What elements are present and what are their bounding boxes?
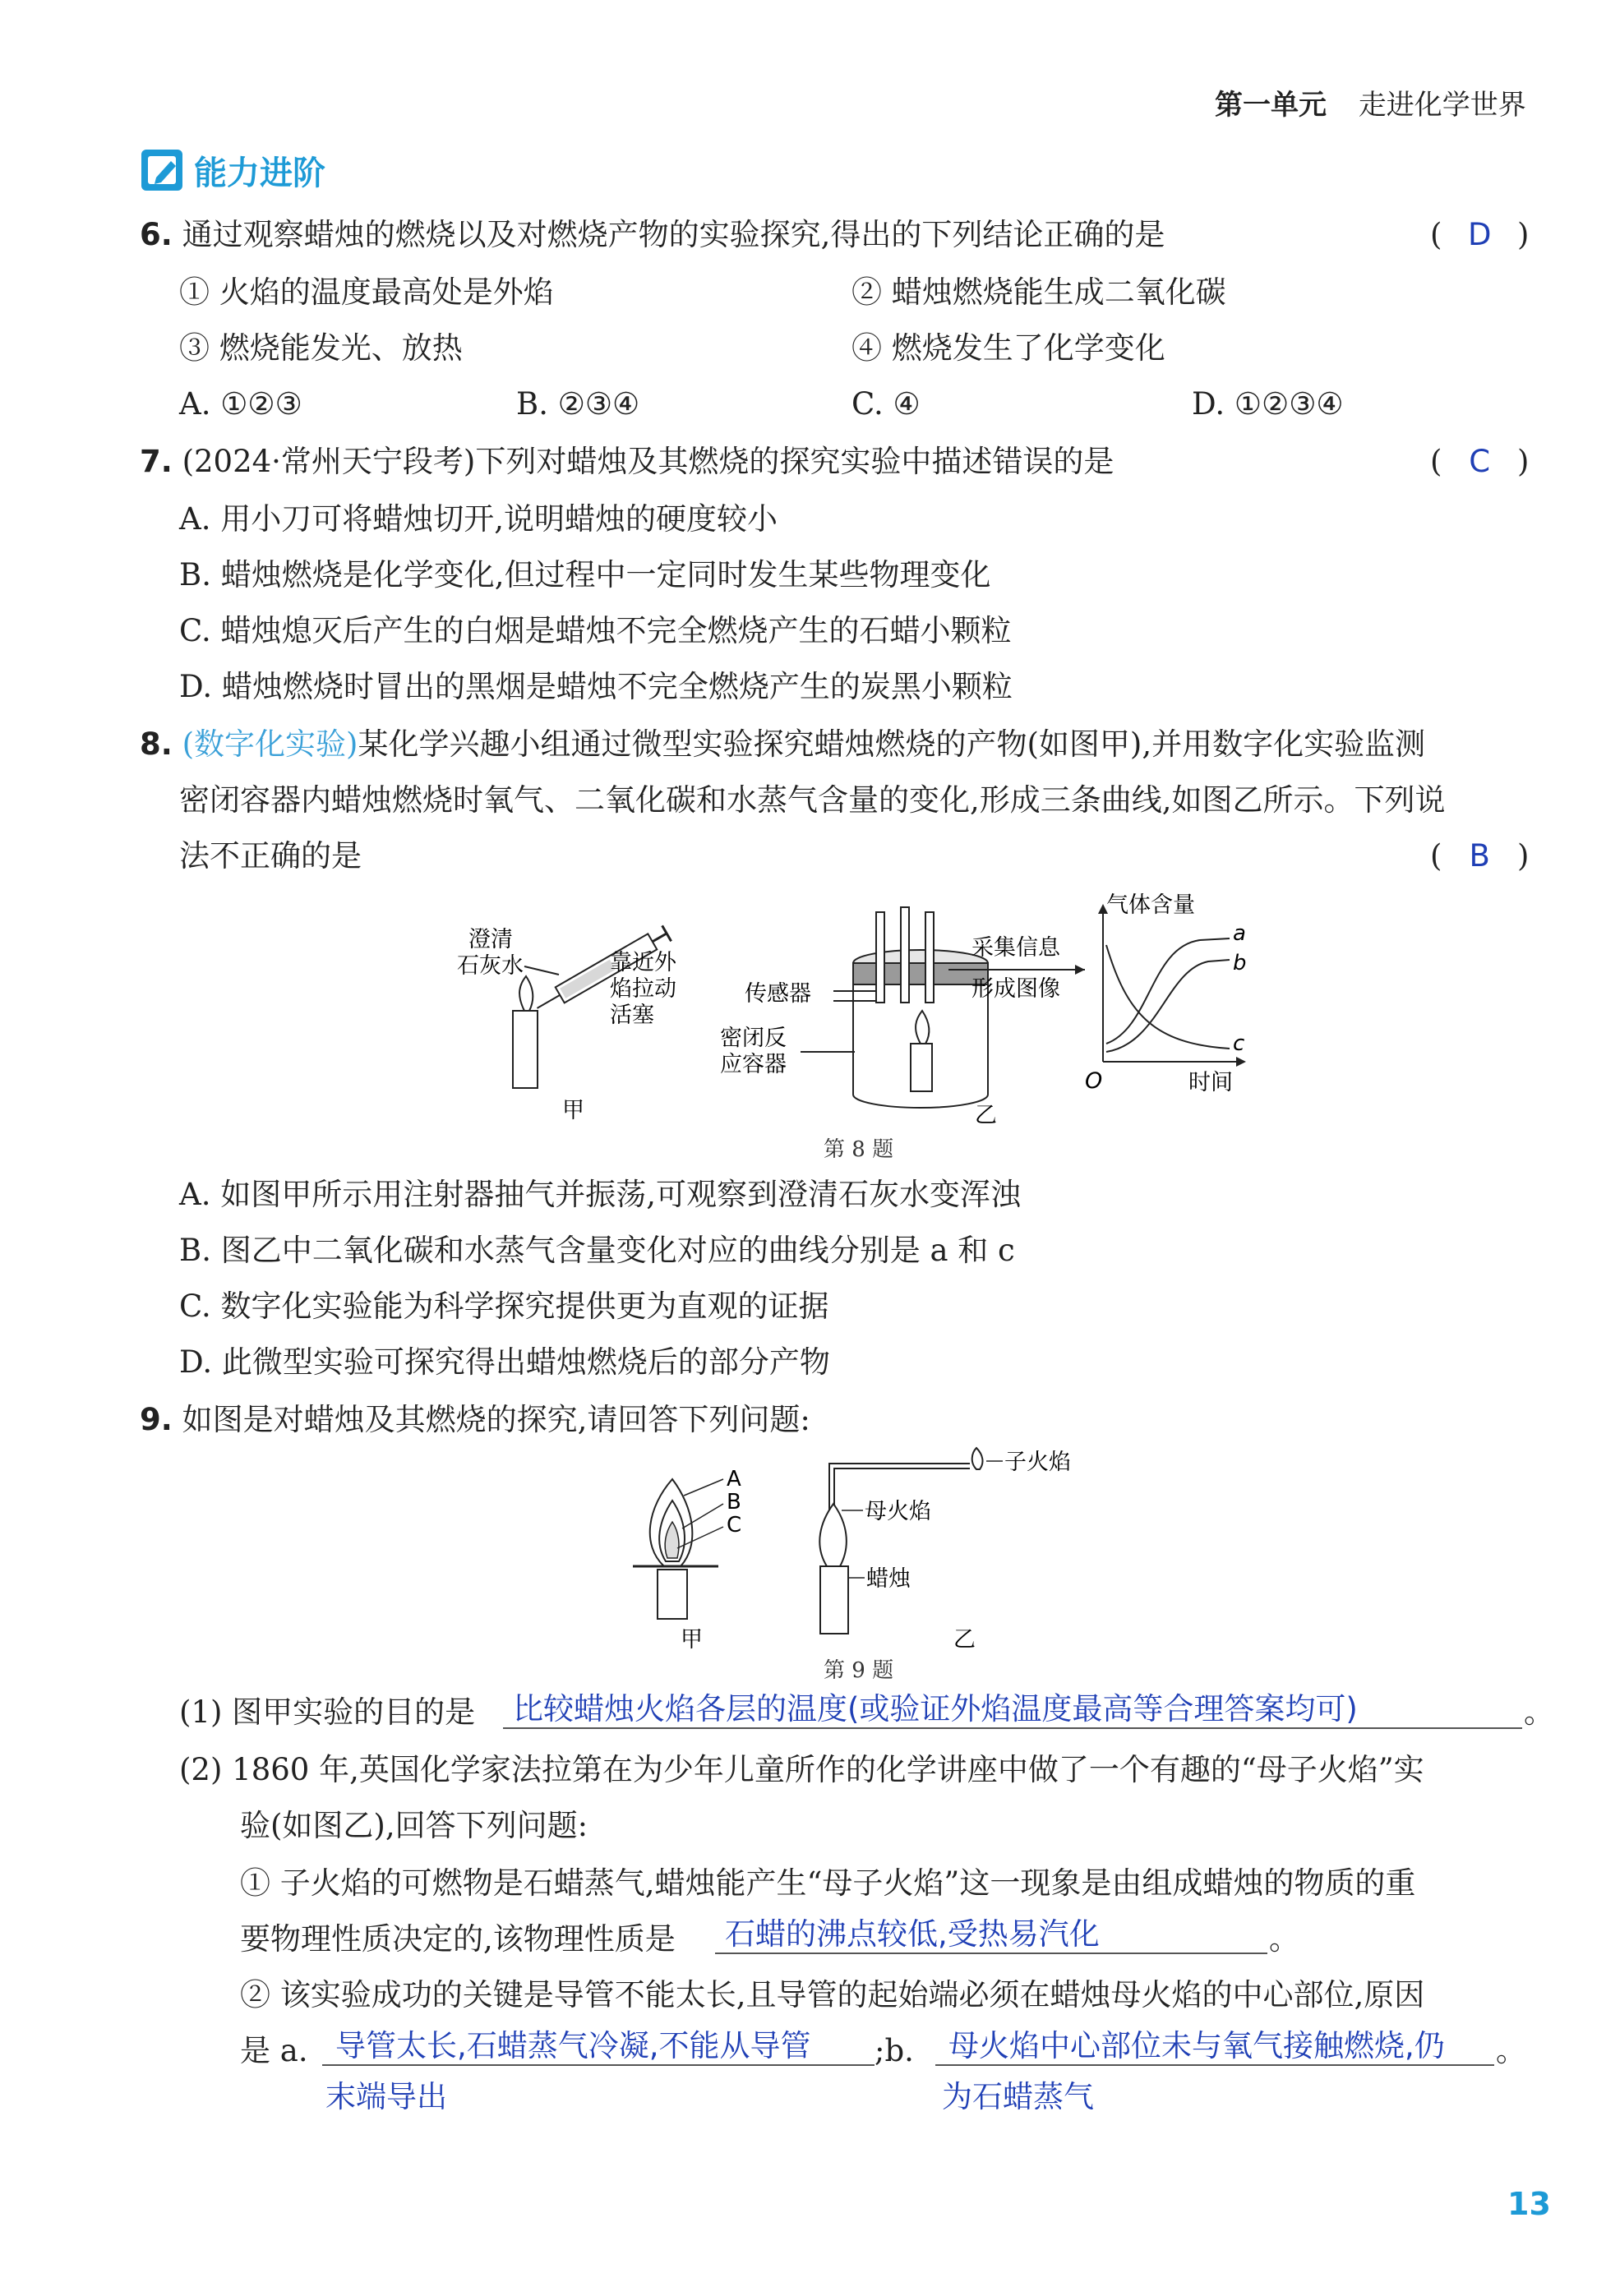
q8-stem-text-1: 某化学兴趣小组通过微型实验探究蜡烛燃烧的产物(如图甲),并用数字化实验监测: [358, 726, 1426, 762]
q6-option-b: B. ②③④: [516, 386, 640, 422]
paren-open: (: [1430, 444, 1442, 479]
unit-title: 走进化学世界: [1358, 89, 1526, 122]
unit-label: 第一单元: [1215, 89, 1327, 122]
sensor-label: 传感器: [745, 981, 811, 1007]
figure-8-yi-label: 乙: [975, 1103, 997, 1128]
near-label-3: 活塞: [610, 1003, 654, 1028]
q6-number: 6.: [140, 217, 173, 252]
sensor-probe-1: [876, 912, 884, 1003]
q9-number: 9.: [140, 1402, 173, 1437]
container-label-2: 应容器: [720, 1052, 787, 1077]
q9-part1-answer: 比较蜡烛火焰各层的温度(或验证外焰温度最高等合理答案均可): [513, 1691, 1358, 1727]
q6-option-a: A. ①②③: [179, 386, 302, 422]
near-label-2: 焰拉动: [610, 976, 676, 1002]
chart-origin: O: [1085, 1068, 1103, 1094]
q7-stem-text: (2024·常州天宁段考)下列对蜡烛及其燃烧的探究实验中描述错误的是: [182, 444, 1115, 479]
curve-b: [1106, 960, 1230, 1052]
figure-8-jia: [457, 925, 677, 1123]
q9-part1-label: (1) 图甲实验的目的是: [179, 1694, 476, 1730]
sensor-probe-3: [925, 912, 934, 1003]
q6-stem: [140, 217, 1165, 253]
q9-part2b-b-answer-1: 母火焰中心部位未与氧气接触燃烧,仍: [948, 2028, 1445, 2063]
paren-open: (: [1430, 217, 1442, 252]
candle-icon: [658, 1570, 687, 1619]
candle-icon: [911, 1044, 932, 1091]
q6-statement-4: ④ 燃烧发生了化学变化: [851, 330, 1165, 366]
container-label-1: 密闭反: [720, 1026, 787, 1051]
q6-statement-2: ② 蜡烛燃烧能生成二氧化碳: [851, 274, 1226, 310]
figure-8-yi: [720, 907, 1085, 1128]
page-number: 13: [1507, 2186, 1551, 2222]
q9-part2-line-1: (2) 1860 年,英国化学家法拉第在为少年儿童所作的化学讲座中做了一个有趣的“母子火焰”实: [179, 1752, 1424, 1787]
q9-part2a-answer-line: [715, 1911, 1267, 1954]
mother-flame-icon: [819, 1504, 847, 1566]
section-heading: [140, 146, 325, 194]
q7-option-d: D. 蜡烛燃烧时冒出的黑烟是蜡烛不完全燃烧产生的炭黑小颗粒: [179, 669, 1013, 704]
q9-part2b-a-answer-1: 导管太长,石蜡蒸气冷凝,不能从导管: [335, 2028, 811, 2063]
q9-part2b-a-label: 是 a.: [240, 2033, 308, 2068]
q9-stem: [140, 1402, 810, 1438]
figure-9-jia-label: 甲: [681, 1627, 703, 1652]
figure-9-yi-label: 乙: [953, 1627, 976, 1652]
q7-stem: [140, 444, 1114, 480]
q8-option-d: D. 此微型实验可探究得出蜡烛燃烧后的部分产物: [179, 1344, 830, 1380]
limewater-label-2: 石灰水: [457, 953, 524, 979]
q9-part2b-b-label: ;b.: [875, 2033, 914, 2068]
layer-a-label: A: [727, 1467, 741, 1491]
figure-8: [427, 888, 1282, 1167]
q7-option-b: B. 蜡烛燃烧是化学变化,但过程中一定同时发生某些物理变化: [179, 557, 991, 592]
q9-part2b-b-answer-2: 为石蜡蒸气: [942, 2079, 1094, 2114]
candle-icon: [820, 1566, 848, 1634]
layer-b-label: B: [727, 1490, 741, 1515]
q9-part2b-line-1: ② 该实验成功的关键是导管不能太长,且导管的起始端必须在蜡烛母火焰的中心部位,原因: [240, 1977, 1425, 2012]
q9-part2a-line-1: ① 子火焰的可燃物是石蜡蒸气,蜡烛能产生“母子火焰”这一现象是由组成蜡烛的物质的重: [240, 1865, 1416, 1901]
q7-option-c: C. 蜡烛熄灭后产生的白烟是蜡烛不完全燃烧产生的石蜡小颗粒: [179, 613, 1012, 648]
q9-part2-line-2: 验(如图乙),回答下列问题:: [240, 1808, 588, 1843]
container-band: [853, 963, 988, 984]
candle-label: 蜡烛: [866, 1566, 911, 1592]
curve-b-label: b: [1233, 951, 1247, 975]
q8-stem-line-3: 法不正确的是: [179, 838, 362, 874]
q6-statement-1: ① 火焰的温度最高处是外焰: [179, 274, 554, 310]
limewater-pointer: [524, 966, 559, 975]
q6-option-d: D. ①②③④: [1192, 386, 1344, 422]
mother-flame-label: 母火焰: [865, 1499, 931, 1524]
q7-number: 7.: [140, 444, 173, 479]
q7-answer: C: [1469, 444, 1491, 479]
q9-part2a-line-2: 要物理性质决定的,该物理性质是: [240, 1921, 676, 1957]
curve-c-label: c: [1233, 1031, 1245, 1056]
curve-a-label: a: [1233, 921, 1246, 946]
q9-part2a-answer: 石蜡的沸点较低,受热易汽化: [725, 1916, 1100, 1952]
q6-option-c: C. ④: [851, 386, 921, 422]
figure-9: [608, 1446, 1118, 1652]
figure-9-caption: 第 9 题: [824, 1658, 894, 1683]
period: 。: [1269, 1921, 1299, 1957]
paren-open: (: [1430, 838, 1442, 874]
q8-answer: B: [1469, 838, 1490, 874]
flame-icon: [519, 976, 533, 1011]
figure-8-caption: 第 8 题: [824, 1137, 894, 1162]
layer-c-label: C: [727, 1513, 742, 1538]
collect-label-1: 采集信息: [971, 935, 1060, 961]
q8-number: 8.: [140, 726, 173, 762]
q9-stem-text: 如图是对蜡烛及其燃烧的探究,请回答下列问题:: [182, 1402, 810, 1437]
q7-answer-box: [1430, 444, 1529, 480]
q9-part2b-b-answer-line: [935, 2023, 1494, 2066]
paren-close: ): [1516, 838, 1530, 874]
q8-option-c: C. 数字化实验能为科学探究提供更为直观的证据: [179, 1289, 829, 1324]
q7-option-a: A. 用小刀可将蜡烛切开,说明蜡烛的硬度较小: [179, 501, 778, 537]
q8-stem-line-1: [140, 726, 1425, 763]
q8-option-a: A. 如图甲所示用注射器抽气并振荡,可观察到澄清石灰水变浑浊: [179, 1177, 1022, 1212]
period: 。: [1524, 1694, 1554, 1730]
collect-label-2: 形成图像: [971, 976, 1060, 1002]
figure-9-jia: [633, 1467, 741, 1652]
limewater-label-1: 澄清: [468, 927, 513, 952]
q6-answer: D: [1467, 217, 1492, 252]
header-unit: [1215, 82, 1526, 122]
q8-tag: (数字化实验): [182, 726, 358, 762]
figure-9-yi: [819, 1448, 1071, 1652]
sensor-probe-2: [901, 907, 909, 1003]
flame-icon: [916, 1011, 929, 1044]
chart-ylabel: 气体含量: [1106, 892, 1195, 918]
near-label-1: 靠近外: [610, 950, 676, 975]
child-flame-label: 子火焰: [1004, 1450, 1071, 1475]
q8-stem-line-2: 密闭容器内蜡烛燃烧时氧气、二氧化碳和水蒸气含量的变化,形成三条曲线,如图乙所示。下列说: [179, 782, 1446, 818]
q6-stem-text: 通过观察蜡烛的燃烧以及对燃烧产物的实验探究,得出的下列结论正确的是: [182, 217, 1165, 252]
candle-icon: [513, 1011, 538, 1088]
chart-xlabel: 时间: [1188, 1070, 1233, 1095]
q6-answer-box: [1430, 217, 1529, 253]
gas-content-chart: [1085, 892, 1247, 1095]
period: 。: [1496, 2033, 1526, 2068]
child-flame-icon: [972, 1448, 983, 1469]
q6-statement-3: ③ 燃烧能发光、放热: [179, 330, 463, 366]
pencil-icon: [140, 146, 187, 194]
paren-close: ): [1516, 217, 1530, 252]
paren-close: ): [1516, 444, 1530, 479]
figure-8-jia-label: 甲: [562, 1098, 584, 1123]
q9-part2b-a-answer-line: [322, 2023, 875, 2066]
section-title: 能力进阶: [194, 154, 325, 192]
q9-part1-answer-line: [503, 1686, 1522, 1729]
q8-answer-box: [1430, 838, 1529, 874]
q9-part2b-a-answer-2: 末端导出: [325, 2079, 447, 2114]
q8-option-b: B. 图乙中二氧化碳和水蒸气含量变化对应的曲线分别是 a 和 c: [179, 1233, 1015, 1268]
